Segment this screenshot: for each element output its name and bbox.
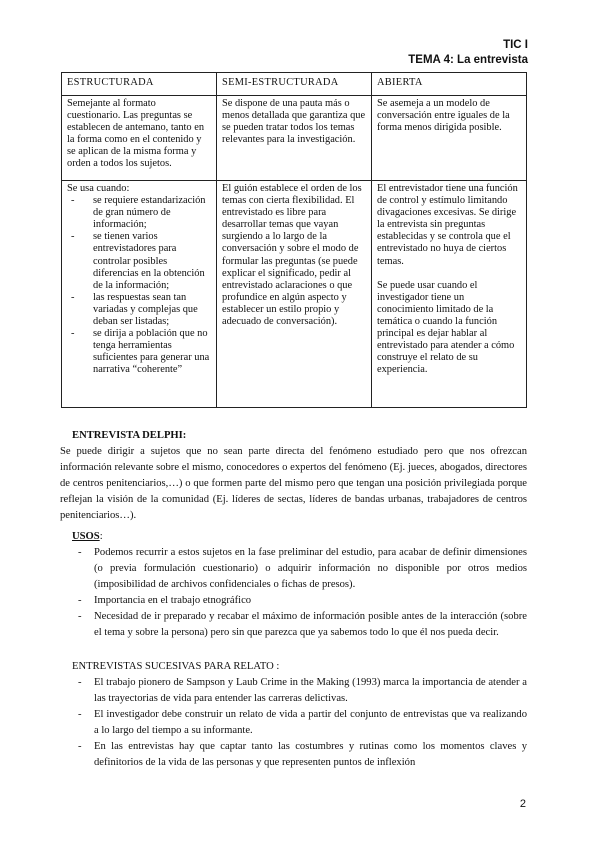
col-estructurada: ESTRUCTURADA: [62, 73, 217, 96]
cell-semi-uso: El guión establece el orden de los temas con cierta flexibilidad. El entrevistado es libre para desarrollar temas que vayan surgiendo a lo largo de la conversación y sobre el modo de formular las preguntas (se puede explicar el significado, pedir al entrevistado aclaraciones o que profundice en algún aspecto y establecer un estilo propio y adecuado de conversación).: [217, 181, 372, 408]
abierta-p2: Se puede usar cuando el investigador tiene un conocimiento limitado de la temática o cuando la función principal es dejar hablar al entrevistado para atender a cómo construye el relato de su experiencia.: [377, 279, 515, 376]
header-topic: TEMA 4: La entrevista: [408, 54, 528, 66]
sucesivas-list: [60, 675, 527, 771]
table-row: [62, 181, 527, 408]
page-number: 2: [519, 798, 526, 810]
list-item: - Necesidad de ir preparado y recabar el máximo de información posible antes de la interacción (sobre el tema y sobre la persona) pero sin que parezca que ya sabemos todo lo que él nos pueda decir.: [94, 609, 527, 641]
sucesivas-title: ENTREVISTAS SUCESIVAS PARA RELATO :: [72, 661, 280, 672]
list-item: - se tienen varios entrevistadores para controlar posibles diferencias en la obtención de la información;: [93, 231, 211, 291]
uso-intro: Se usa cuando:: [67, 183, 130, 194]
cell-semi-def: Se dispone de una pauta más o menos detallada que garantiza que se pueden tratar todos los temas relevantes para la investigación.: [217, 96, 372, 181]
col-semi-estructurada: SEMI-ESTRUCTURADA: [217, 73, 372, 96]
list-item: - En las entrevistas hay que captar tanto las costumbres y rutinas como los momentos claves y definitorios de la vida de las personas y que representen puntos de inflexión: [94, 739, 527, 771]
cell-estructurada-def: Semejante al formato cuestionario. Las preguntas se establecen de antemano, tanto en la forma como en el contenido y se aplican de la misma forma y orden a todos los sujetos.: [62, 96, 217, 181]
header-subject: TIC I: [503, 39, 528, 51]
delphi-title: ENTREVISTA DELPHI:: [72, 430, 187, 441]
cell-abierta-uso: [372, 181, 527, 408]
delphi-section: [60, 428, 527, 524]
table-header-row: [62, 73, 527, 96]
list-item: - se requiere estandarización de gran número de información;: [93, 195, 211, 231]
abierta-p1: El entrevistador tiene una función de control y estímulo limitando divagaciones excesivas. Se dirige la entrevista sin preguntas establecidas y se controla que el entrevistado no huya de ciertos temas.: [377, 183, 518, 267]
cell-estructurada-uso: [62, 181, 217, 408]
interview-types-table: [61, 72, 527, 408]
list-item: - Importancia en el trabajo etnográfico: [94, 593, 527, 609]
uso-list: [67, 195, 211, 376]
usos-list: [60, 545, 527, 641]
table-row: [62, 96, 527, 181]
col-abierta: ABIERTA: [372, 73, 527, 96]
usos-title: USOS:: [72, 531, 103, 542]
cell-abierta-def: Se asemeja a un modelo de conversación entre iguales de la forma menos dirigida posible.: [372, 96, 527, 181]
delphi-text: Se puede dirigir a sujetos que no sean parte directa del fenómeno estudiado pero que nos ofrezcan información relevante sobre el mismo, conocedores o expertos del fenómeno (Ej. jueces, abogados, directores de centros penitenciarios,…) o que formen parte del mismo pero que tengan una posición privilegiada porque reflejan la visión de la comunidad (Ej. líderes de sectas, líderes de bandas urbanas, trabajadores de centros penitenciarios…).: [60, 446, 527, 521]
list-item: - se dirija a población que no tenga herramientas suficientes para generar una narrativa “coherente”: [93, 328, 211, 376]
list-item: - El investigador debe construir un relato de vida a partir del conjunto de entrevistas que va realizando a lo largo del tiempo a su informante.: [94, 707, 527, 739]
page-header: [408, 38, 528, 68]
list-item: - las respuestas sean tan variadas y complejas que deban ser listadas;: [93, 292, 211, 328]
list-item: - El trabajo pionero de Sampson y Laub Crime in the Making (1993) marca la importancia de atender a las trayectorias de vida para entender las carreras delictivas.: [94, 675, 527, 707]
sucesivas-section: [72, 659, 527, 771]
list-item: - Podemos recurrir a estos sujetos en la fase preliminar del estudio, para acabar de definir dimensiones (o previa formulación cuestionario) o adquirir información no disponible por otros medios (imposibilidad de archivos confidenciales o fichas de presos).: [94, 545, 527, 593]
usos-section: [72, 529, 527, 641]
